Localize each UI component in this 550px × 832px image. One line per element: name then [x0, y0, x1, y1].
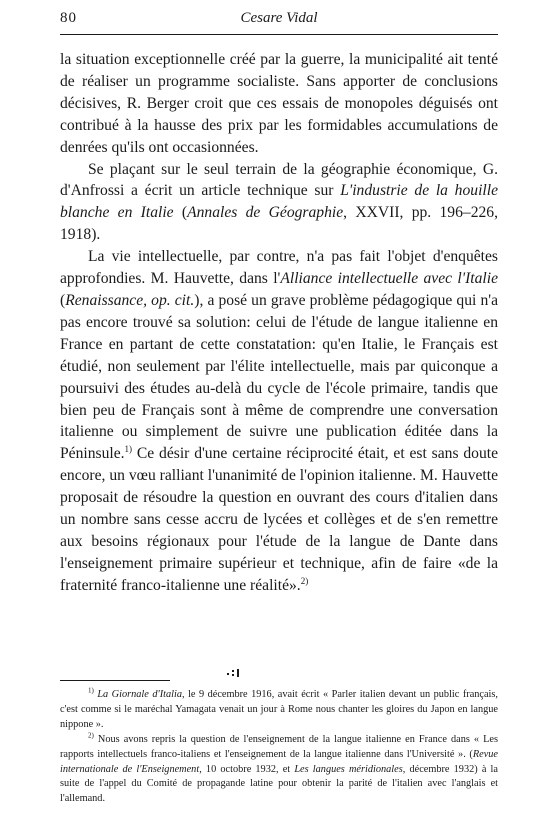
text-run: Ce désir d'une certaine réciprocité était, et est sans doute encore, un vœu ralliant l'unanimité de l'opinion italienne. M. Hauvette proposait de résoudre la question en ouvrant des cours d'italien dans un nombre sans cesse accru de lycées et collèges et de s'en remettre aux besoins régionaux pour l'étude de la langue de Dante dans l'enseignement primaire supérieur et technique, afin de faire «de la fraternité franco-italienne une réalité». [60, 445, 498, 594]
footnote-rule [60, 680, 170, 681]
text-run: , le 9 décembre 1916, avait écrit « Parler italien devant un public français, c'est comme si le maréchal Yamagata venait un jour à Rome nous chanter les gloires du Japon en langue nippone ». [60, 689, 498, 730]
text-run: Nous avons repris la question de l'enseignement de la langue italienne en France dans « Les rapports intellectuels franco-italiens et l'enseignement de la langue italienne dans l'Université ». ( [60, 733, 498, 760]
paragraph [60, 159, 498, 247]
text-run: , 10 octobre 1932, et [199, 763, 295, 775]
footnote [60, 688, 498, 733]
footnotes [60, 688, 498, 807]
body-text [60, 49, 498, 597]
text-run: La vie intellectuelle, par contre, n'a pas fait l'objet d'enquêtes approfondies. M. Hauvette, dans l' [60, 248, 498, 288]
text-run: ( [173, 204, 188, 222]
running-head: Cesare Vidal [240, 10, 318, 26]
ornament-mark [227, 669, 241, 679]
footnote-ref: 1) [124, 444, 133, 455]
header-rule [60, 34, 498, 35]
italic-run: Alliance intellectuelle avec l'Italie [280, 270, 498, 288]
italic-run: Les langues méridionales [294, 763, 403, 775]
footnote-ref: 2) [88, 731, 94, 740]
paragraph [60, 246, 498, 597]
text-run: la situation exceptionnelle créé par la guerre, la municipalité ait tenté de réaliser un programme socialiste. Sans apporter de conclusions décisives, R. Berger croit que ces essais de monopoles déguisés ont contribué à la hausse des prix par les formidables accumulations de denrées qu'ils ont occasionnées. [60, 51, 498, 156]
footnote [60, 733, 498, 808]
footnote-ref: 2) [300, 575, 309, 586]
text-run: , XXVII, pp. 196–226, 1918). [60, 204, 498, 244]
page-header [60, 10, 498, 34]
italic-run: Renaissance, op. cit. [65, 291, 195, 309]
paragraph [60, 49, 498, 159]
text-run: , décembre 1932) à la suite de l'appel du Comité de propagande latine pour obtenir la parité de l'italien avec l'anglais et l'allemand. [60, 763, 498, 805]
text-run: ), a posé un grave problème pédagogique qui n'a pas encore trouvé sa solution: celui de l'étude de langue italienne en France en partant de cette constatation: qu'en Italie, le Français est étudié, non seulement par l'élite intellectuelle, mais par quiconque a poursuivi des études au-delà du cycle de l'école primaire, tandis que bien peu de Français sont à même de comprendre une conversation italienne ou simplement de suivre une publication éditée dans la Péninsule. [60, 291, 498, 463]
italic-run: L'industrie de la houille blanche en Italie [60, 182, 498, 222]
page-number: 80 [60, 10, 77, 26]
text-run: Se plaçant sur le seul terrain de la géographie économique, G. d'Anfrossi a écrit un article technique sur [60, 160, 498, 200]
footnote-ref: 1) [88, 686, 94, 695]
italic-run: Annales de Géographie [187, 204, 344, 222]
italic-run: La Giornale d'Italia [97, 689, 183, 700]
text-run: ( [60, 291, 66, 309]
italic-run: Revue internationale de l'Enseignement [60, 748, 498, 775]
